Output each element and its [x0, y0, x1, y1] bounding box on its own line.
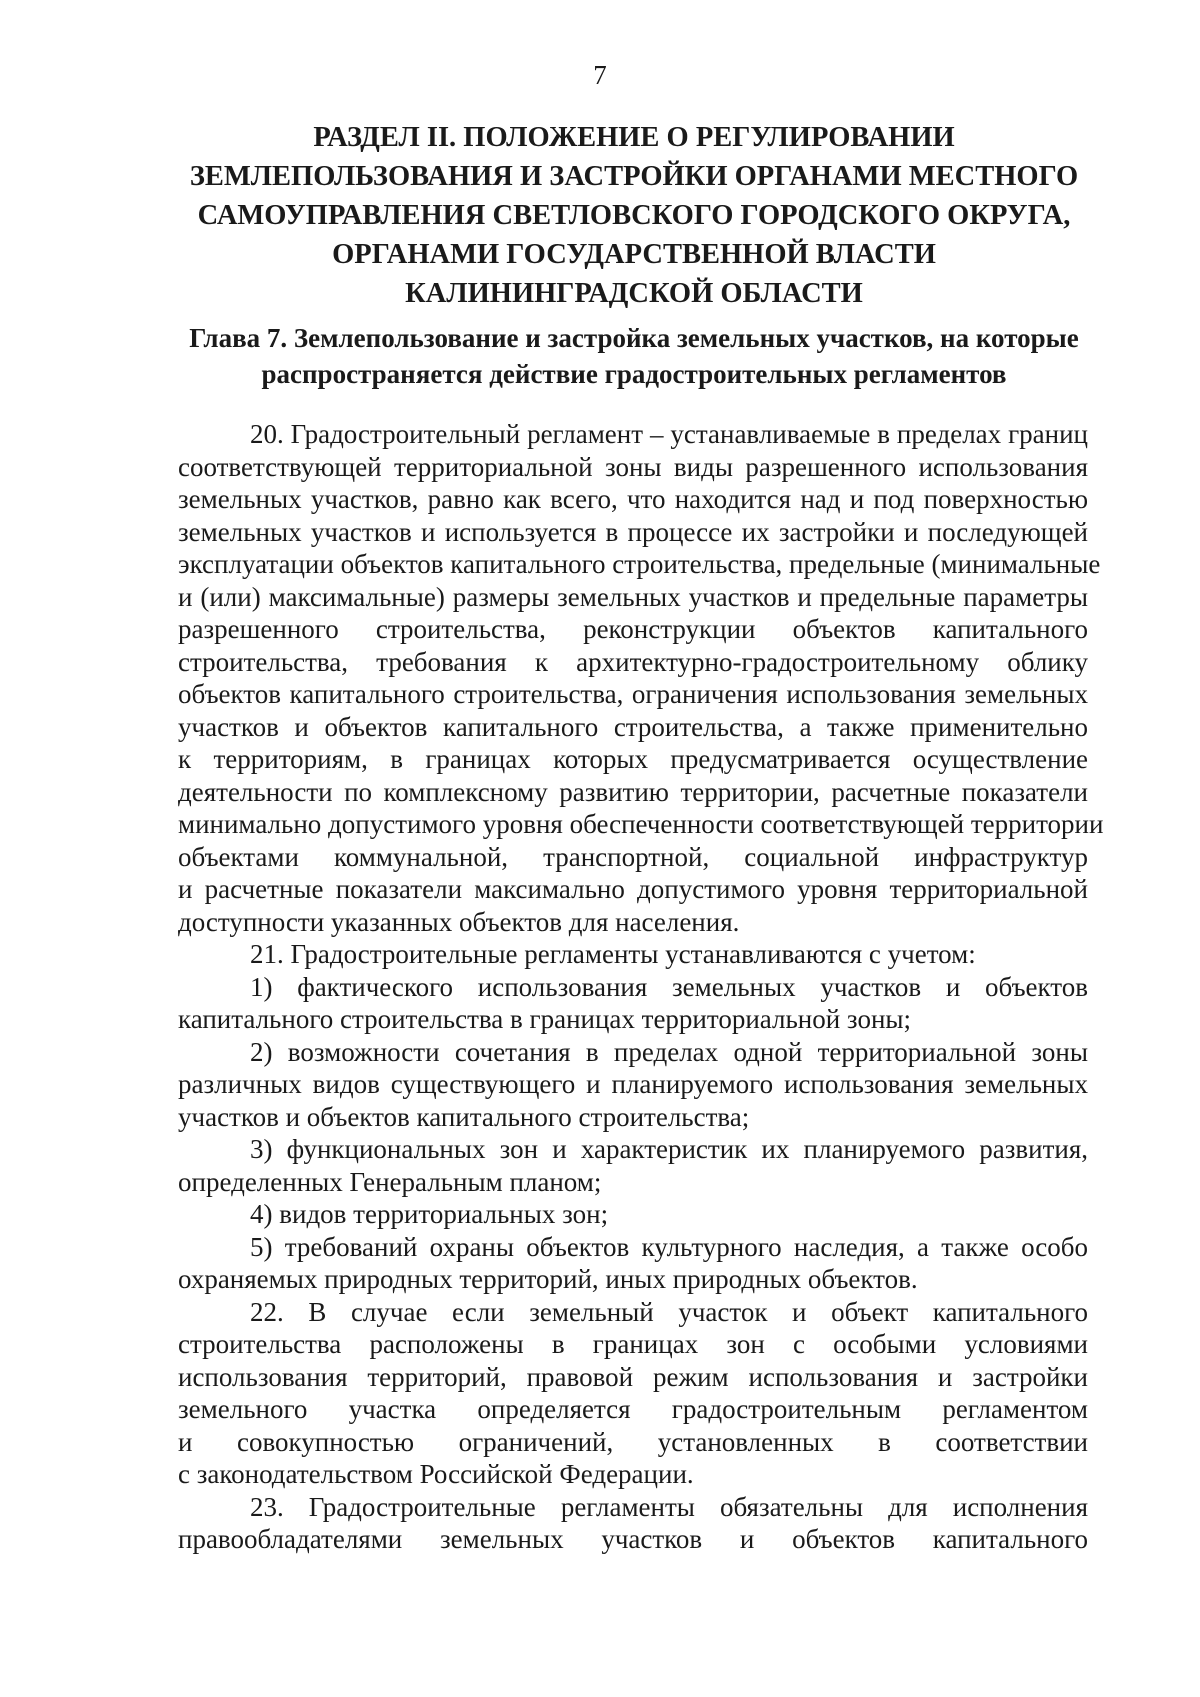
paragraph-line: строительства расположены в границах зон с особыми условиями	[178, 1329, 1088, 1359]
paragraph	[178, 1231, 1088, 1296]
paragraph	[178, 1036, 1088, 1134]
paragraph-line: 2) возможности сочетания в пределах одной территориальной зоны	[250, 1036, 1088, 1067]
paragraph	[178, 1198, 1088, 1231]
paragraph	[178, 938, 1088, 971]
paragraph-line: и совокупностью ограничений, установленных в соответствии	[178, 1426, 1088, 1457]
paragraph-line: с законодательством Российской Федерации.	[178, 1459, 694, 1489]
paragraph-line: соответствующей территориальной зоны виды разрешенного использования	[178, 451, 1088, 482]
paragraph-line: разрешенного строительства, реконструкции объектов капитального	[178, 614, 1088, 644]
paragraph-line: 3) функциональных зон и характеристик их планируемого развития,	[250, 1134, 1088, 1164]
paragraph-line: 1) фактического использования земельных участков и объектов	[250, 971, 1088, 1002]
paragraph-line: и (или) максимальные) размеры земельных участков и предельные параметры	[178, 581, 1088, 612]
paragraph-line: различных видов существующего и планируемого использования земельных	[178, 1069, 1088, 1099]
section-title-line: РАЗДЕЛ II. ПОЛОЖЕНИЕ О РЕГУЛИРОВАНИИ	[313, 122, 955, 153]
paragraph-line: и расчетные показатели максимально допустимого уровня территориальной	[178, 874, 1088, 904]
page-number: 7	[593, 60, 607, 90]
paragraph-line: земельных участков и используется в процессе их застройки и последующей	[178, 516, 1088, 547]
paragraph-line: объектов капитального строительства, ограничения использования земельных	[178, 679, 1088, 709]
paragraph-line: 5) требований охраны объектов культурного наследия, а также особо	[250, 1231, 1088, 1262]
paragraph-line: минимально допустимого уровня обеспеченности соответствующей территории	[178, 809, 1104, 839]
paragraph-line: определенных Генеральным планом;	[178, 1166, 602, 1197]
paragraph-line: доступности указанных объектов для населения.	[178, 906, 740, 937]
paragraph-line: правообладателями земельных участков и объектов капитального	[178, 1524, 1088, 1554]
paragraph	[178, 971, 1088, 1036]
paragraph-line: участков и объектов капитального строительства, а также применительно	[178, 711, 1088, 742]
section-title-line: КАЛИНИНГРАДСКОЙ ОБЛАСТИ	[405, 278, 863, 309]
chapter-title	[178, 320, 1090, 392]
paragraph-line: строительства, требования к архитектурно-градостроительному облику	[178, 646, 1088, 677]
section-title	[178, 118, 1090, 313]
paragraph-line: 21. Градостроительные регламенты устанавливаются с учетом:	[250, 939, 976, 969]
paragraph-line: 22. В случае если земельный участок и объект капитального	[250, 1296, 1088, 1327]
paragraph-line: земельного участка определяется градостроительным регламентом	[178, 1394, 1088, 1424]
section-title-line: ОРГАНАМИ ГОСУДАРСТВЕННОЙ ВЛАСТИ	[332, 239, 936, 270]
chapter-title-line: распространяется действие градостроительных регламентов	[261, 359, 1007, 389]
paragraph-line: деятельности по комплексному развитию территории, расчетные показатели	[178, 776, 1088, 807]
paragraph-line: использования территорий, правовой режим использования и застройки	[178, 1361, 1088, 1392]
paragraph	[178, 418, 1104, 938]
paragraph-line: эксплуатации объектов капитального строительства, предельные (минимальные	[178, 549, 1101, 579]
document-body	[178, 418, 1104, 1556]
paragraph-line: 23. Градостроительные регламенты обязательны для исполнения	[250, 1491, 1088, 1522]
chapter-title-line: Глава 7. Землепользование и застройка земельных участков, на которые	[189, 323, 1079, 353]
paragraph-line: 4) видов территориальных зон;	[250, 1199, 609, 1229]
paragraph-line: капитального строительства в границах территориальной зоны;	[178, 1004, 912, 1034]
paragraph-line: к территориям, в границах которых предусматривается осуществление	[178, 744, 1088, 774]
paragraph-line: 20. Градостроительный регламент – устанавливаемые в пределах границ	[250, 419, 1088, 449]
section-title-line: САМОУПРАВЛЕНИЯ СВЕТЛОВСКОГО ГОРОДСКОГО ОКРУГА,	[197, 200, 1071, 231]
paragraph	[178, 1296, 1088, 1491]
paragraph-line: участков и объектов капитального строительства;	[178, 1101, 750, 1132]
paragraph	[178, 1133, 1088, 1198]
paragraph-line: объектами коммунальной, транспортной, социальной инфраструктур	[178, 841, 1088, 872]
paragraph-line: охраняемых природных территорий, иных природных объектов.	[178, 1264, 918, 1294]
paragraph	[178, 1491, 1088, 1556]
paragraph-line: земельных участков, равно как всего, что находится над и под поверхностью	[178, 484, 1088, 514]
section-title-line: ЗЕМЛЕПОЛЬЗОВАНИЯ И ЗАСТРОЙКИ ОРГАНАМИ МЕСТНОГО	[189, 161, 1079, 192]
